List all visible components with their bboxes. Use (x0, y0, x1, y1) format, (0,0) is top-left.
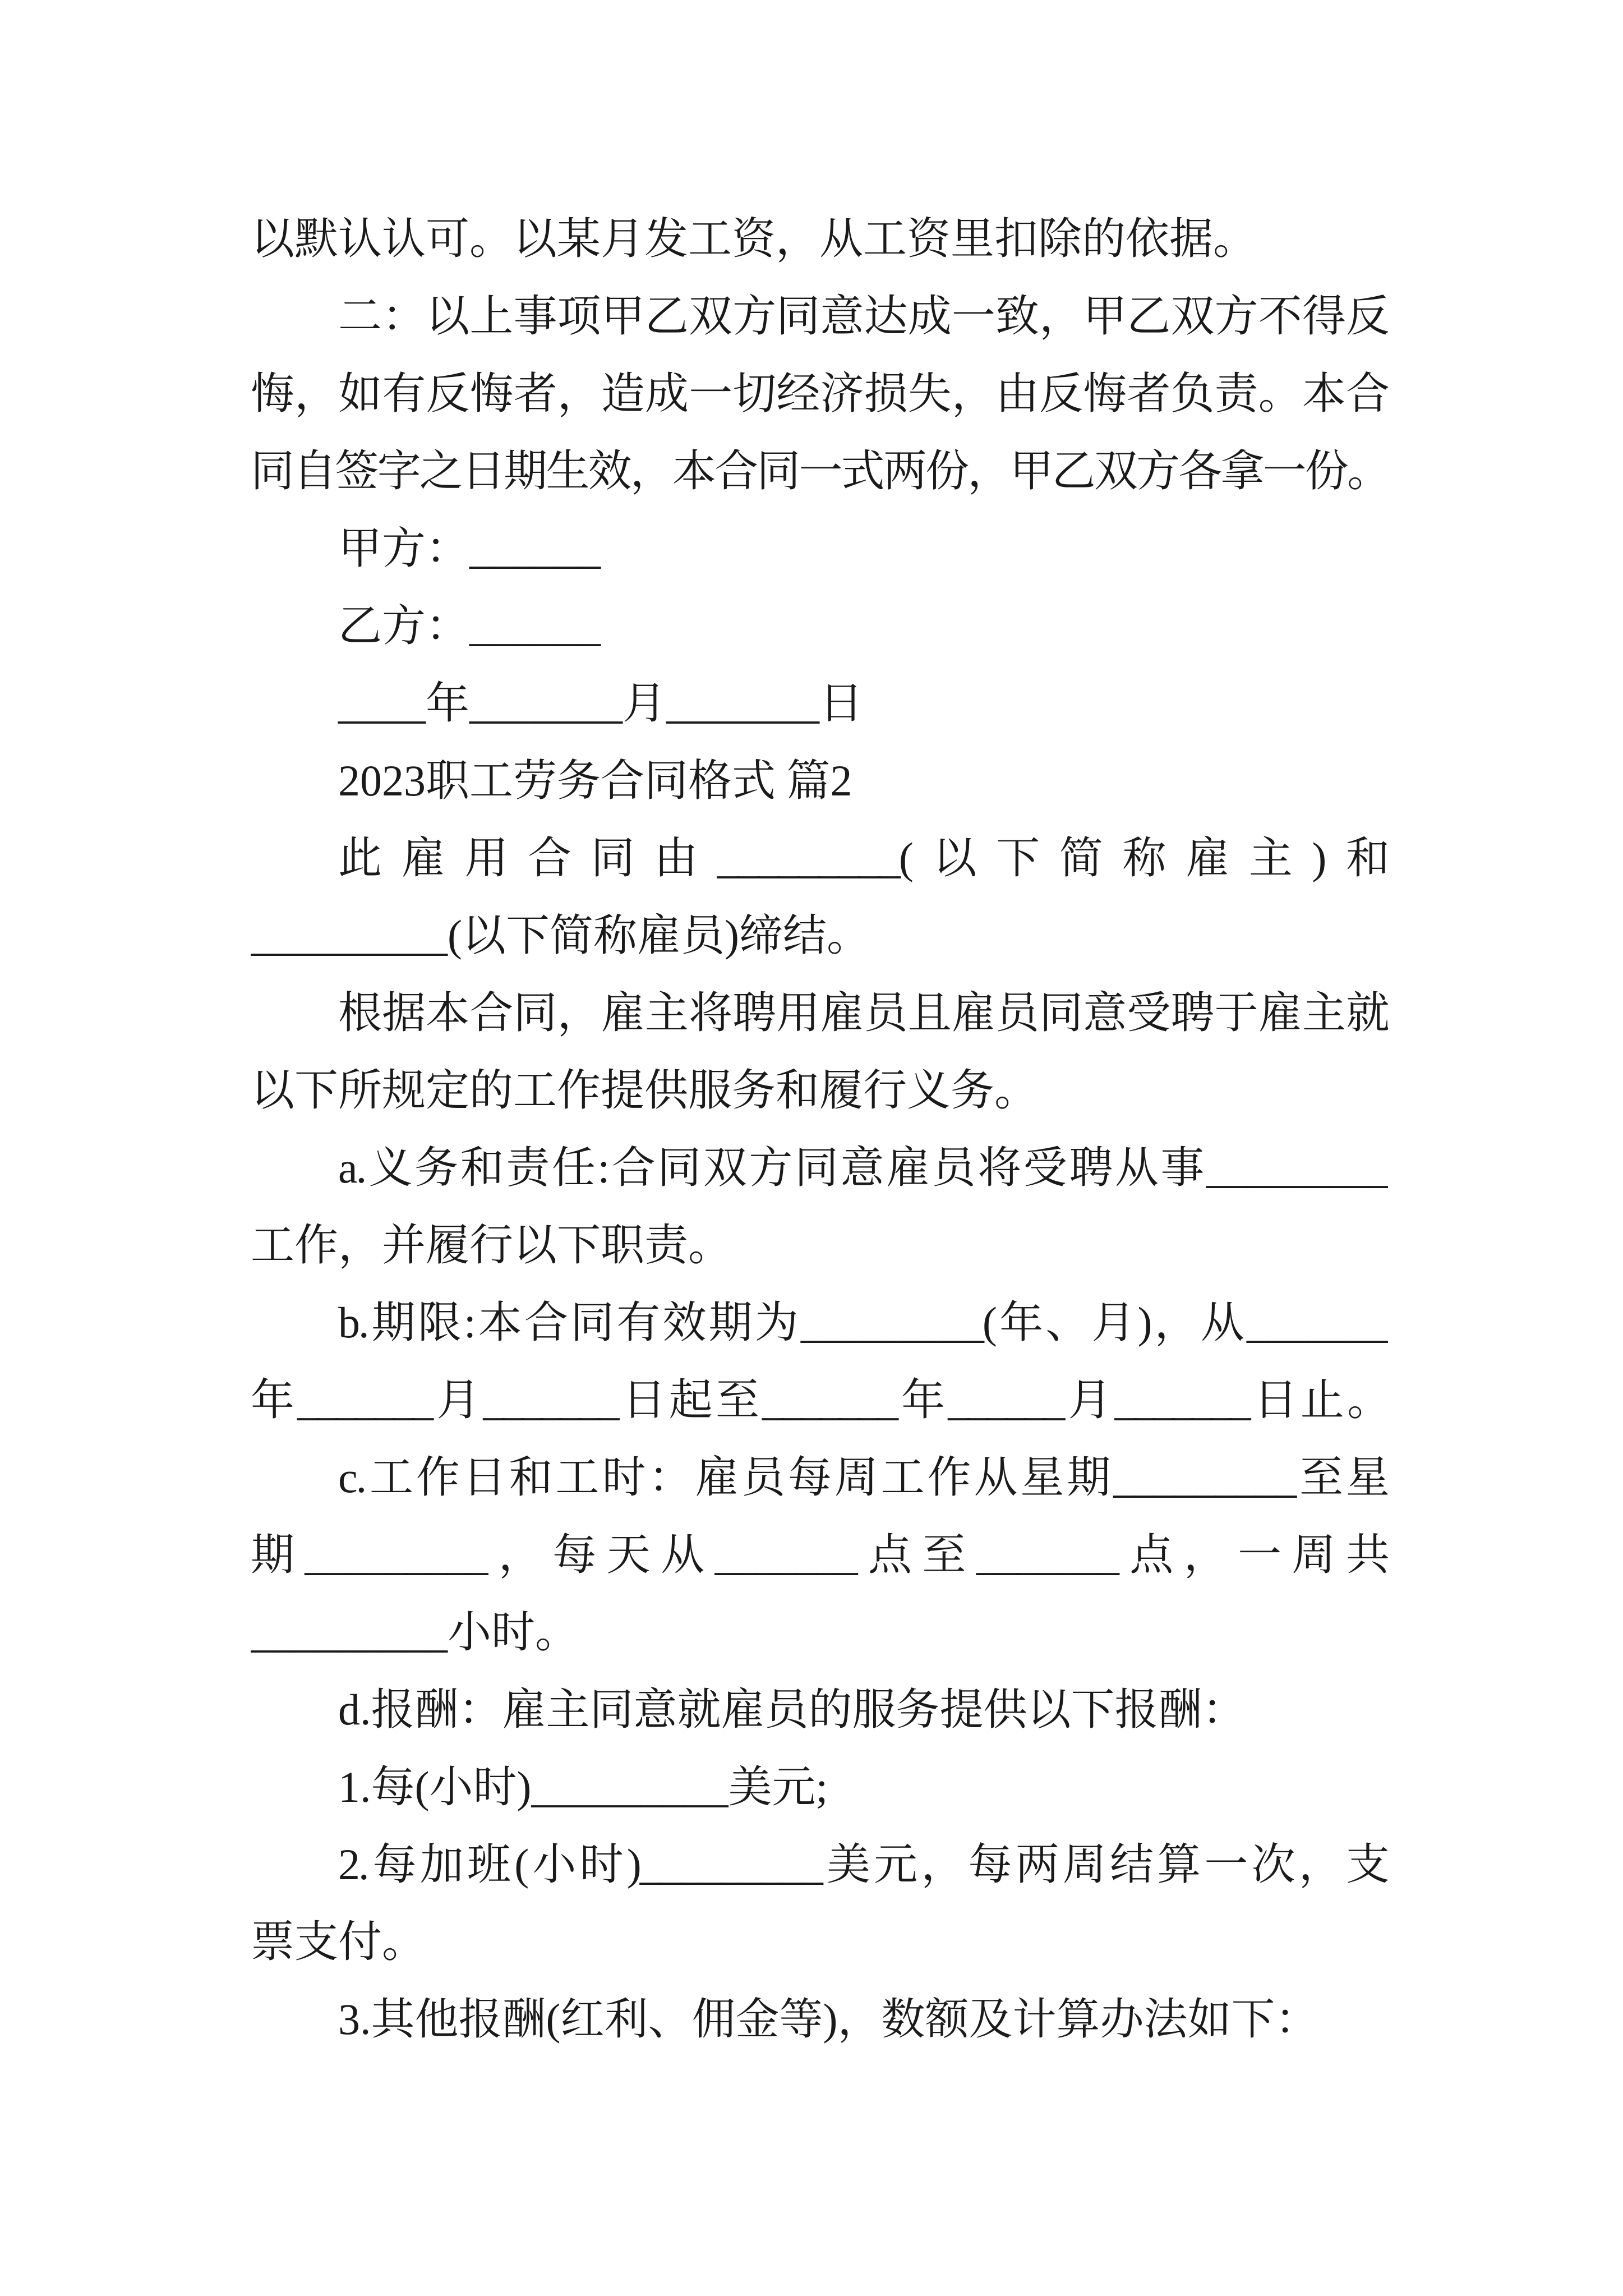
paragraph-line: 2.每加班(小时)_________美元，每两周结算一次，支 (338, 1840, 1388, 1889)
clause-c-working-hours (251, 1439, 1388, 1671)
signature-block (251, 510, 1388, 742)
paragraph-line: _________(以下简称雇员)缔结。 (251, 911, 870, 960)
paragraph-line: 3.其他报酬(红利、佣金等)，数额及计算办法如下： (338, 1995, 1319, 2044)
paragraph-line: 根据本合同，雇主将聘用雇员且雇员同意受聘于雇主就 (338, 988, 1388, 1037)
paragraph-line: 工作，并履行以下职责。 (251, 1221, 732, 1269)
paragraph-line: b.期限:本合同有效期为_________(年、月)，从_______ (338, 1298, 1388, 1347)
clause-a-duties (251, 1129, 1388, 1284)
paragraph-line: 此雇用合同由_________(以下简称雇主)和 (338, 834, 1388, 882)
section-heading: 2023职工劳务合同格式 篇2 (338, 756, 852, 805)
signature-party-b: 乙方：______ (338, 601, 601, 650)
signature-date: ____年_______月_______日 (338, 679, 864, 728)
clause-d-remuneration (251, 1671, 1388, 1749)
paragraph-line: a.义务和责任:合同双方同意雇员将受聘从事_________ (338, 1143, 1388, 1192)
paragraph-line: d.报酬：雇主同意就雇员的服务提供以下报酬： (338, 1685, 1246, 1734)
paragraph-deduction-basis (251, 200, 1388, 278)
signature-party-a: 甲方：______ (338, 524, 601, 573)
paragraph-line: 年_______月_______日起至_______年______月_______日止。 (251, 1375, 1388, 1424)
paragraph-line: 期_________，每天从_______点至_______点，一周共 (251, 1530, 1388, 1579)
paragraph-line: 同自签字之日期生效，本合同一式两份，甲乙双方各拿一份。 (251, 447, 1388, 495)
paragraph-purpose (251, 974, 1388, 1129)
paragraph-line: 1.每(小时)_________美元; (338, 1763, 828, 1811)
paragraph-clause-two (251, 278, 1388, 510)
remuneration-item-1 (251, 1749, 1388, 1826)
paragraph-line: 悔，如有反悔者，造成一切经济损失，由反悔者负责。本合 (251, 369, 1388, 418)
paragraph-line: 以下所规定的工作提供服务和履行义务。 (251, 1066, 1039, 1115)
paragraph-parties (251, 820, 1388, 974)
paragraph-line: c.工作日和工时：雇员每周工作从星期_________至星 (338, 1453, 1388, 1502)
paragraph-line: _________小时。 (251, 1608, 579, 1657)
paragraph-line: 以默认认可。以某月发工资，从工资里扣除的依据。 (251, 214, 1257, 263)
remuneration-item-3 (251, 1981, 1388, 2058)
paragraph-line: 二：以上事项甲乙双方同意达成一致，甲乙双方不得反 (338, 292, 1388, 341)
contract-2 (251, 742, 1388, 2058)
document-body (251, 200, 1388, 2058)
contract-1-tail (251, 200, 1388, 742)
clause-b-term (251, 1284, 1388, 1439)
paragraph-line: 票支付。 (251, 1917, 426, 1966)
remuneration-item-2 (251, 1826, 1388, 1981)
